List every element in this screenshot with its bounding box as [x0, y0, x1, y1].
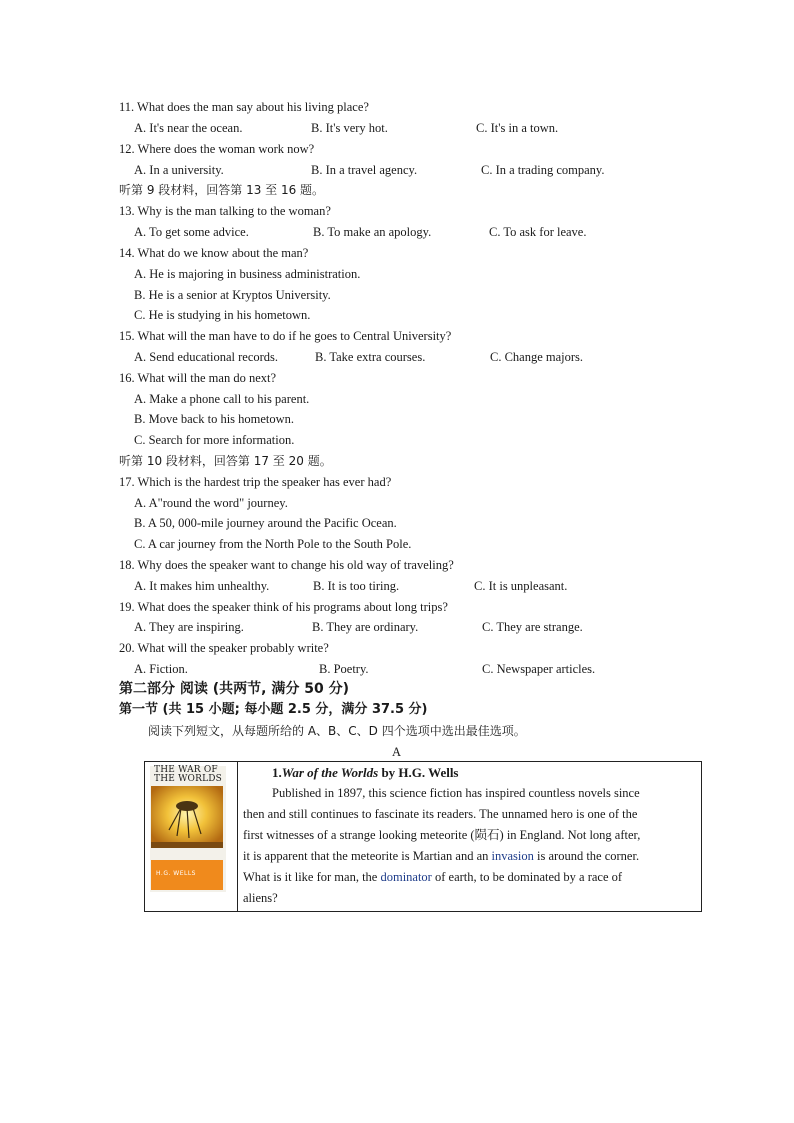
- option-15b: B. Take extra courses.: [315, 350, 426, 364]
- instruction-segment-10: 听第 10 段材料，回答第 17 至 20 题。: [119, 454, 332, 468]
- option-20c: C. Newspaper articles.: [482, 662, 596, 676]
- book-description: [243, 783, 696, 909]
- line-4-end: is around the corner.: [533, 849, 640, 863]
- instruction-segment-9: 听第 9 段材料，回答第 13 至 16 题。: [119, 183, 325, 197]
- reading-directions: 阅读下列短文，从每题所给的 A、B、C、D 四个选项中选出最佳选项。: [148, 724, 526, 738]
- option-19c: C. They are strange.: [482, 620, 583, 634]
- book-heading: [272, 765, 459, 781]
- option-12c: C. In a trading company.: [481, 163, 605, 177]
- word-dominator: dominator: [380, 870, 432, 884]
- option-18a: A. It makes him unhealthy.: [134, 579, 270, 593]
- option-15a: A. Send educational records.: [134, 350, 279, 364]
- option-13c: C. To ask for leave.: [489, 225, 587, 239]
- cover-title-line-1: THE WAR OF: [154, 765, 218, 775]
- cover-author: H.G. WELLS: [156, 870, 196, 877]
- passage-label: A: [392, 745, 402, 759]
- question-16: 16. What will the man do next?: [119, 371, 277, 385]
- option-16c: C. Search for more information.: [134, 433, 295, 447]
- option-11b: B. It's very hot.: [311, 121, 388, 135]
- question-11: 11. What does the man say about his living place?: [119, 100, 369, 114]
- part-two-title: 第二部分 阅读 (共两节, 满分 50 分): [119, 681, 349, 697]
- option-19a: A. They are inspiring.: [134, 620, 244, 634]
- option-17a: A. A"round the word" journey.: [134, 496, 288, 510]
- line-5-start: What is it like for man, the: [243, 870, 381, 884]
- heading-title: War of the Worlds: [281, 765, 379, 780]
- option-13a: A. To get some advice.: [134, 225, 249, 239]
- question-19: 19. What does the speaker think of his programs about long trips?: [119, 600, 448, 614]
- heading-author: by H.G. Wells: [378, 765, 459, 780]
- option-12b: B. In a travel agency.: [311, 163, 418, 177]
- table-divider: [237, 762, 238, 911]
- option-20a: A. Fiction.: [134, 662, 188, 676]
- question-14: 14. What do we know about the man?: [119, 246, 309, 260]
- option-18b: B. It is too tiring.: [313, 579, 400, 593]
- option-19b: B. They are ordinary.: [312, 620, 419, 634]
- option-17b: B. A 50, 000-mile journey around the Pacific Ocean.: [134, 516, 397, 530]
- question-13: 13. Why is the man talking to the woman?: [119, 204, 331, 218]
- description-line-4: [243, 846, 696, 867]
- option-11c: C. It's in a town.: [476, 121, 559, 135]
- cover-title-line-2: THE WORLDS: [154, 774, 223, 784]
- question-20: 20. What will the speaker probably write?: [119, 641, 329, 655]
- description-line-6: aliens?: [243, 891, 278, 905]
- option-20b: B. Poetry.: [319, 662, 369, 676]
- question-18: 18. Why does the speaker want to change his old way of traveling?: [119, 558, 454, 572]
- cover-art: [151, 786, 223, 848]
- line-4-start: it is apparent that the meteorite is Martian and an: [243, 849, 492, 863]
- option-15c: C. Change majors.: [490, 350, 584, 364]
- cover-title: [154, 766, 222, 784]
- description-line-5: [243, 867, 696, 888]
- option-11a: A. It's near the ocean.: [134, 121, 243, 135]
- line-5-end: of earth, to be dominated by a race of: [431, 870, 623, 884]
- option-17c: C. A car journey from the North Pole to the South Pole.: [134, 537, 412, 551]
- option-14b: B. He is a senior at Kryptos University.: [134, 288, 331, 302]
- description-line-2: then and still continues to fascinate its readers. The unnamed hero is one of the: [243, 807, 638, 821]
- question-17: 17. Which is the hardest trip the speaker has ever had?: [119, 475, 392, 489]
- option-16a: A. Make a phone call to his parent.: [134, 392, 310, 406]
- description-line-1: Published in 1897, this science fiction has inspired countless novels since: [272, 786, 640, 800]
- book-cover: [150, 766, 226, 892]
- option-14a: A. He is majoring in business administration.: [134, 267, 361, 281]
- option-14c: C. He is studying in his hometown.: [134, 308, 311, 322]
- option-13b: B. To make an apology.: [313, 225, 432, 239]
- question-12: 12. Where does the woman work now?: [119, 142, 315, 156]
- option-12a: A. In a university.: [134, 163, 224, 177]
- question-15: 15. What will the man have to do if he goes to Central University?: [119, 329, 452, 343]
- word-invasion: invasion: [491, 849, 534, 863]
- section-one-title: 第一节 (共 15 小题; 每小题 2.5 分，满分 37.5 分): [119, 702, 428, 717]
- option-18c: C. It is unpleasant.: [474, 579, 568, 593]
- description-line-3: first witnesses of a strange looking meteorite (陨石) in England. Not long after,: [243, 828, 641, 842]
- option-16b: B. Move back to his hometown.: [134, 412, 295, 426]
- heading-number: 1.: [272, 765, 282, 780]
